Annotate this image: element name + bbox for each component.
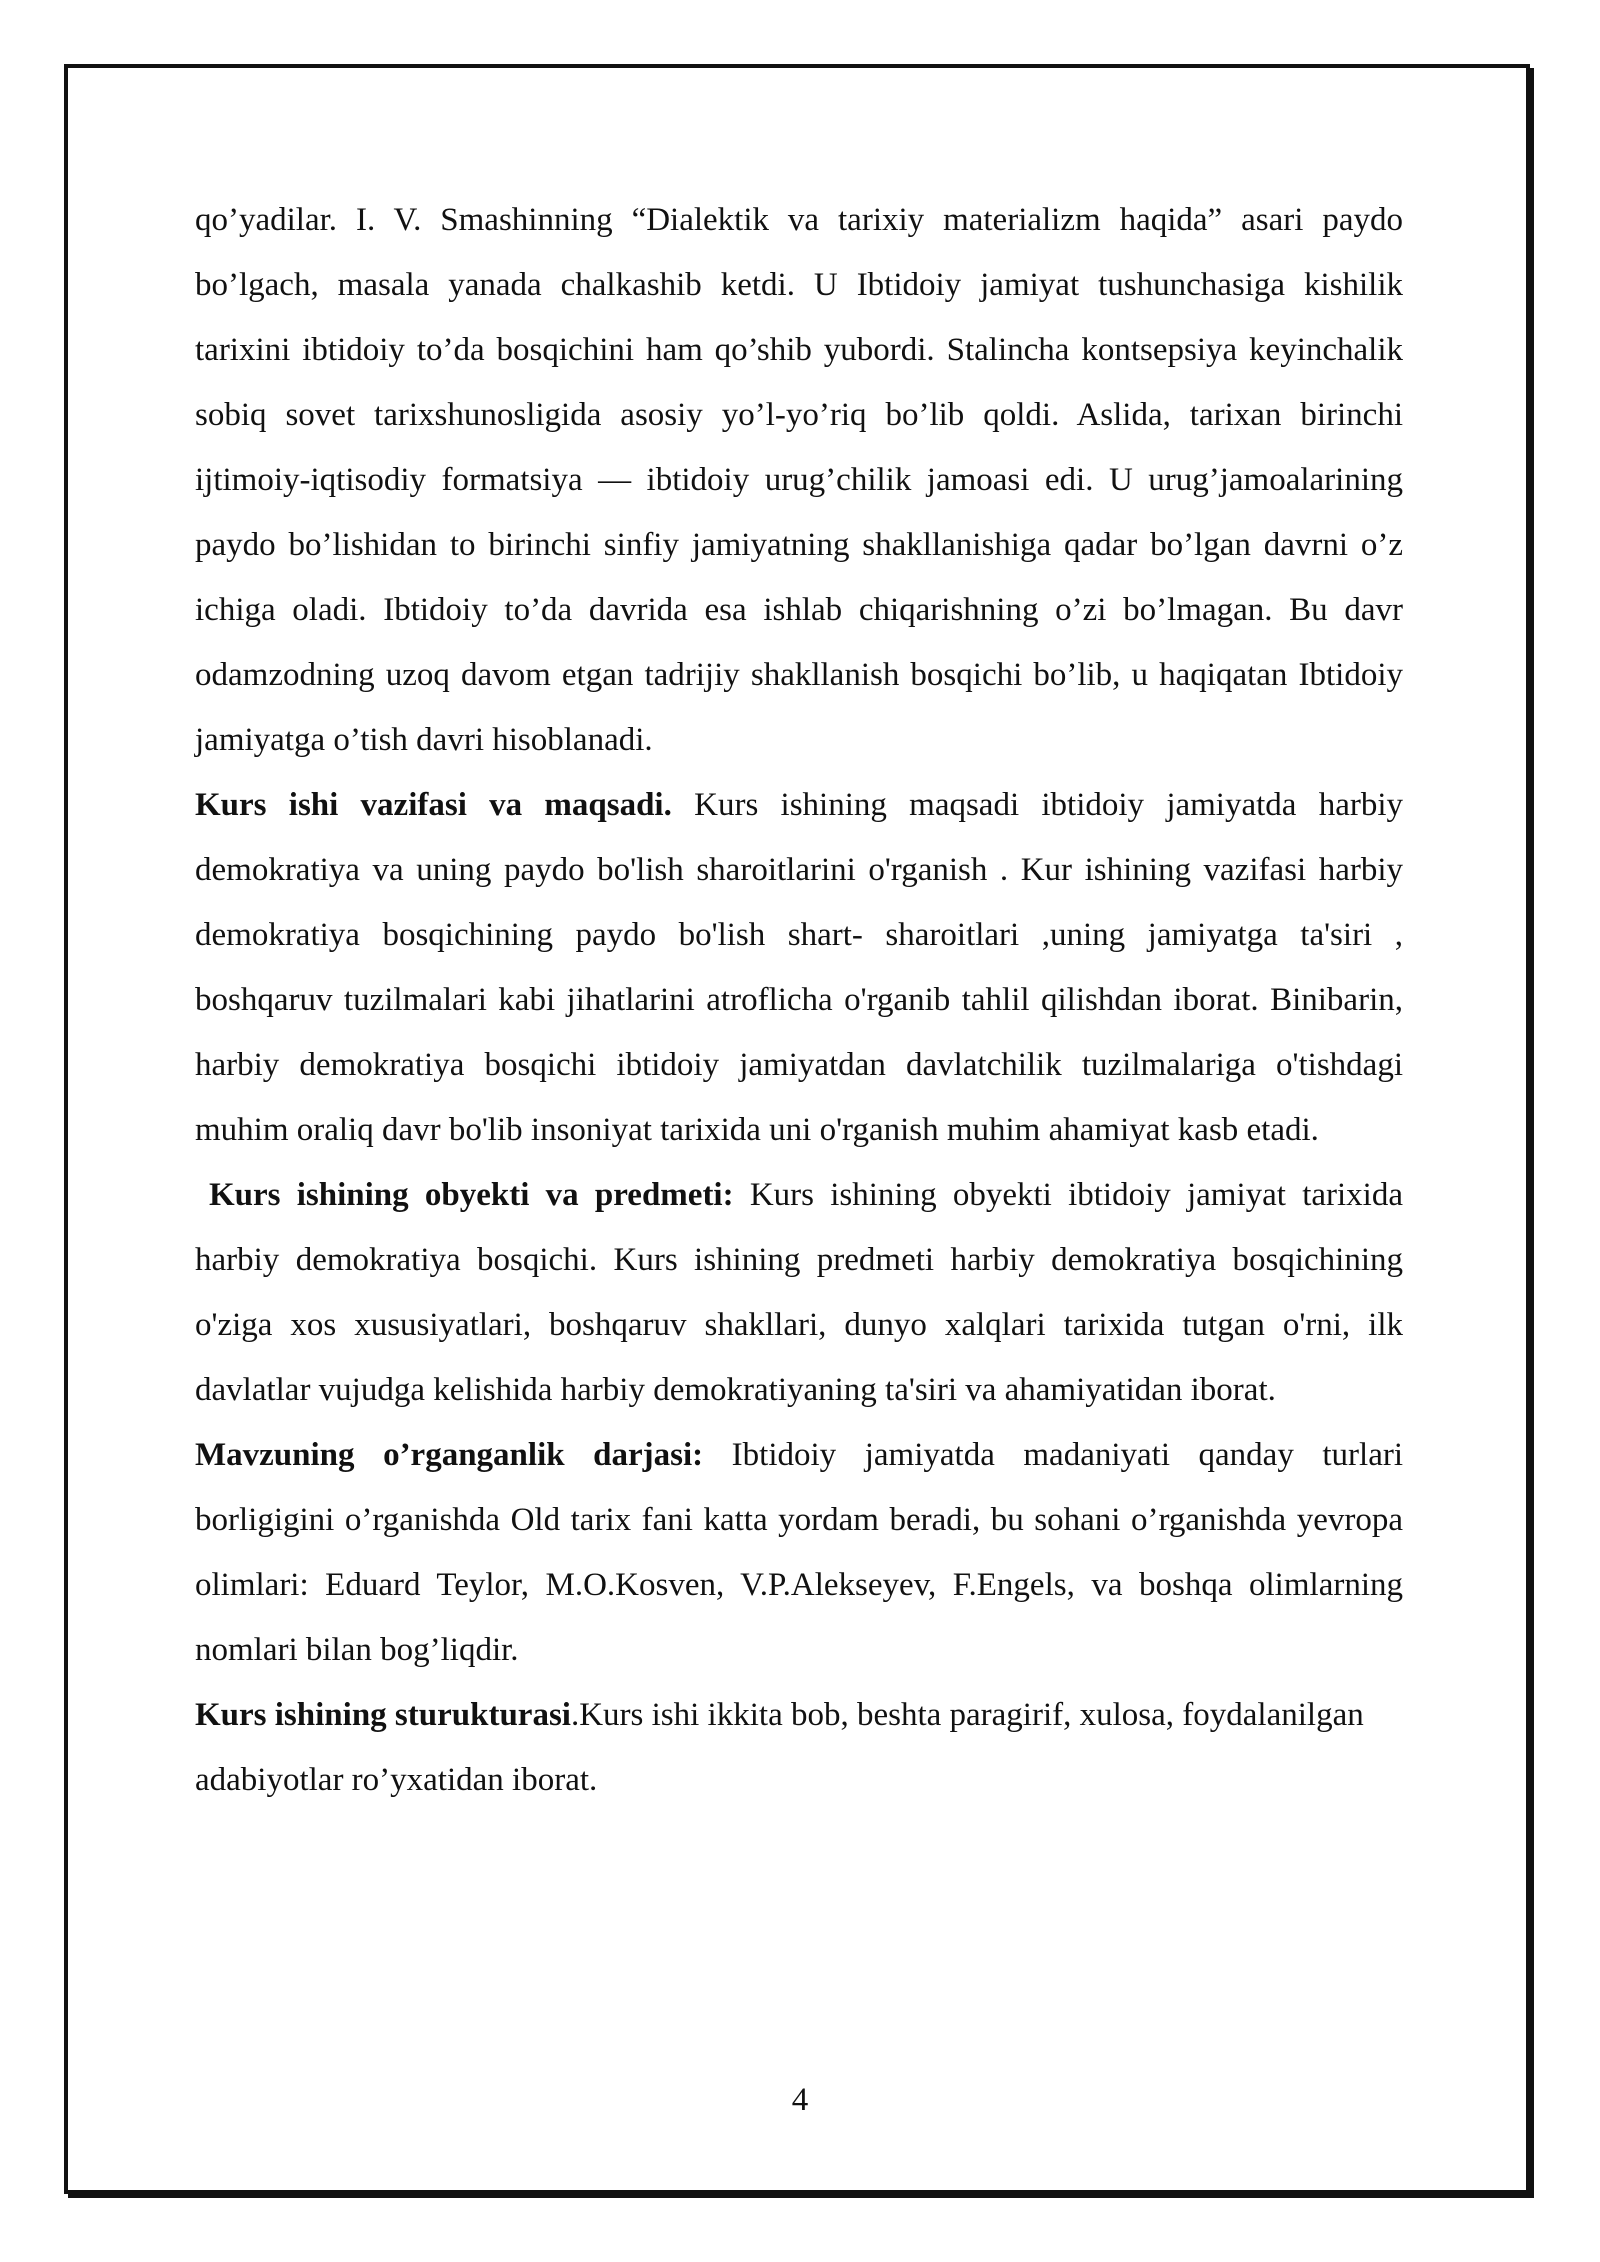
section-study-level-heading: Mavzuning o’rganganlik darjasi: <box>195 1437 704 1473</box>
section-study-level-text: Ibtidoiy jamiyatda madaniyati qanday turlari borligigini o’rganishda Old tarix fani katta yordam beradi, bu sohani o’rganishda yevropa olimlari: Eduard Teylor, M.O.Kosven, V.P.Alekseyev, F.Engels, va boshqa olimlarning nomlari bilan bog’liqdir. <box>195 1437 1404 1668</box>
section-structure-paragraph <box>195 1683 1403 1813</box>
section-goals-paragraph <box>195 773 1403 1163</box>
section-study-level-paragraph <box>195 1423 1403 1683</box>
page-number: 4 <box>791 2082 809 2118</box>
section-object-text: Kurs ishining obyekti ibtidoiy jamiyat tarixida harbiy demokratiya bosqichi. Kurs ishining predmeti harbiy demokratiya bosqichining o'ziga xos xususiyatlari, boshqaruv shakllari, dunyo xalqlari tarixida tutgan o'rni, ilk davlatlar vujudga kelishida harbiy demokratiyaning ta'siri va ahamiyatidan iborat. <box>195 1177 1403 1408</box>
section-structure-text: .Kurs ishi ikkita bob, beshta paragirif, xulosa, foydalanilgan adabiyotlar ro’yxatidan iborat. <box>195 1697 1364 1798</box>
intro-paragraph: qo’yadilar. I. V. Smashinning “Dialektik va tarixiy materializm haqida” asari paydo bo’lgach, masala yanada chalkashib ketdi. U Ibtidoiy jamiyat tushunchasiga kishilik tarixini ibtidoiy to’da bosqichini ham qo’shib yubordi. Stalincha kontsepsiya keyinchalik sobiq sovet tarixshunosligida asosiy yo’l-yo’riq bo’lib qoldi. Aslida, tarixan birinchi ijtimoiy-iqtisodiy formatsiya — ibtidoiy urug’chilik jamoasi edi. U urug’jamoalarining paydo bo’lishidan to birinchi sinfiy jamiyatning shakllanishiga qadar bo’lgan davrni o’z ichiga oladi. Ibtidoiy to’da davrida esa ishlab chiqarishning o’zi bo’lmagan. Bu davr odamzodning uzoq davom etgan tadrijiy shakllanish bosqichi bo’lib, u haqiqatan Ibtidoiy jamiyatga o’tish davri hisoblanadi. <box>195 202 1403 758</box>
section-object-paragraph <box>195 1163 1403 1423</box>
section-goals-heading: Kurs ishi vazifasi va maqsadi. <box>195 787 672 823</box>
section-goals-text: Kurs ishining maqsadi ibtidoiy jamiyatda harbiy demokratiya va uning paydo bo'lish sharoitlarini o'rganish . Kur ishining vazifasi harbiy demokratiya bosqichining paydo bo'lish shart- sharoitlari ,uning jamiyatga ta'siri , boshqaruv tuzilmalari kabi jihatlarini atroflicha o'rganib tahlil qilishdan iborat. Binibarin, harbiy demokratiya bosqichi ibtidoiy jamiyatdan davlatchilik tuzilmalariga o'tishdagi muhim oraliq davr bo'lib insoniyat tarixida uni o'rganish muhim ahamiyat kasb etadi. <box>195 787 1403 1148</box>
document-body <box>195 188 1403 1813</box>
section-object-heading: Kurs ishining obyekti va predmeti: <box>209 1177 734 1213</box>
section-structure-heading: Kurs ishining sturukturasi <box>195 1697 571 1733</box>
